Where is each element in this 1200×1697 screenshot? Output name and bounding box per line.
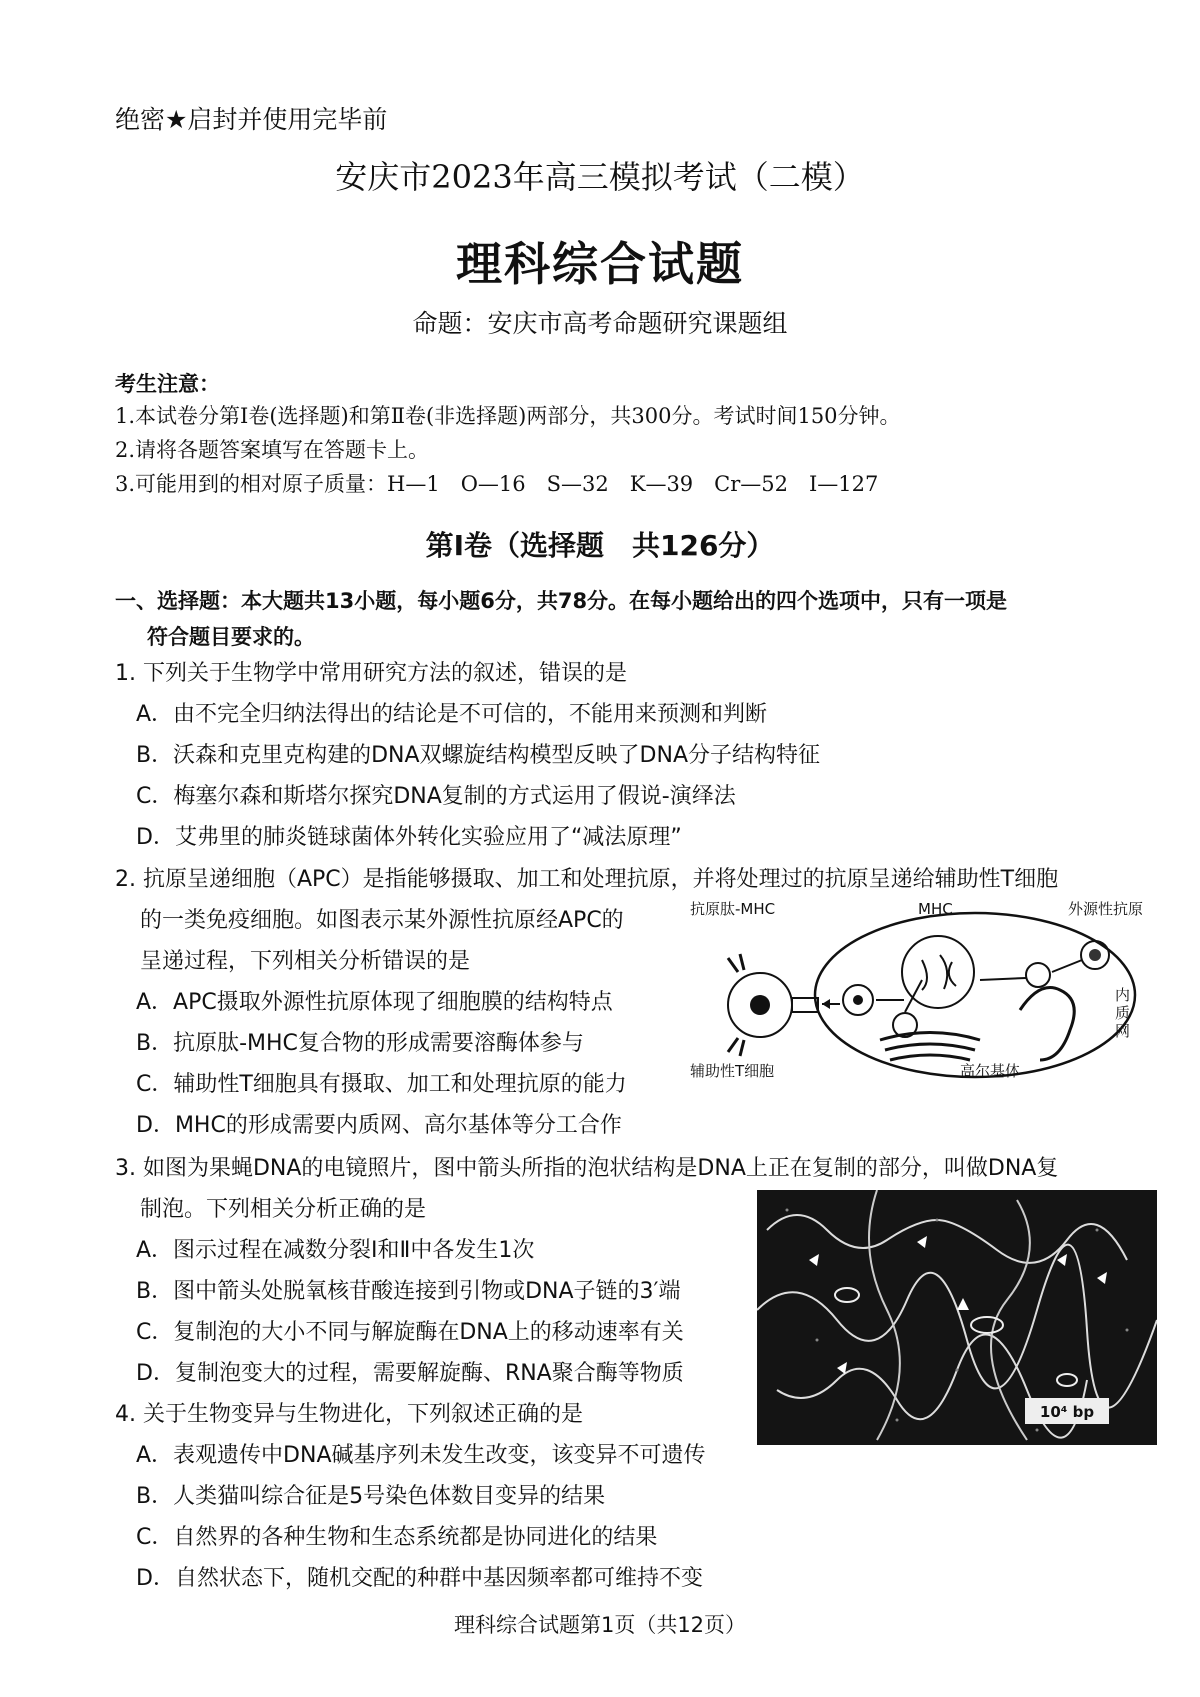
question-3-option-c: C．复制泡的大小不同与解旋酶在DNA上的移动速率有关 (136, 1320, 684, 1345)
question-2-option-d: D．MHC的形成需要内质网、高尔基体等分工合作 (136, 1113, 622, 1138)
author-line: 命题：安庆市高考命题研究课题组 (412, 309, 788, 338)
speck (816, 1339, 819, 1342)
question-3-option-a: A．图示过程在减数分裂Ⅰ和Ⅱ中各发生1次 (136, 1238, 535, 1263)
label-er-1: 内 (1115, 986, 1131, 1004)
question-4-option-c: C．自然界的各种生物和生态系统都是协同进化的结果 (136, 1525, 658, 1550)
question-1-option-b: B．沃森和克里克构建的DNA双螺旋结构模型反映了DNA分子结构特征 (136, 743, 820, 768)
arrow-head-1 (822, 999, 830, 1009)
part-heading-line-1: 一、选择题：本大题共13小题，每小题6分，共78分。在每小题给出的四个选项中，只有一项是 (115, 589, 1008, 613)
question-1-option-c: C．梅塞尔森和斯塔尔探究DNA复制的方式运用了假说-演绎法 (136, 784, 736, 809)
replication-bubble-2 (971, 1317, 1003, 1333)
er-membrane (1020, 988, 1074, 1061)
label-exogenous-antigen: 外源性抗原 (1068, 900, 1144, 918)
notice-item-1: 1.本试卷分第Ⅰ卷(选择题)和第Ⅱ卷(非选择题)两部分，共300分。考试时间150分钟。 (115, 404, 901, 428)
speck (1126, 1329, 1129, 1332)
confidential-notice: 绝密★启封并使用完毕前 (115, 105, 388, 134)
page-title: 理科综合试题 (456, 237, 744, 291)
golgi-arrow (905, 980, 922, 1012)
label-antigen-mhc: 抗原肽-MHC (690, 900, 776, 918)
arrow-marker (1097, 1272, 1107, 1284)
arrow-marker (917, 1236, 927, 1248)
arrow-markers (809, 1236, 1107, 1374)
endocytosis-arrows (980, 960, 1082, 980)
question-2-option-c: C．辅助性T细胞具有摄取、加工和处理抗原的能力 (136, 1072, 627, 1097)
arrow-marker (1057, 1254, 1067, 1266)
t-cell-nucleus (750, 995, 770, 1015)
question-3-option-d: D．复制泡变大的过程，需要解旋酶、RNA聚合酶等物质 (136, 1361, 684, 1386)
arrow-marker (957, 1298, 969, 1310)
transport-arrows (822, 1000, 904, 1004)
arrow-marker (809, 1254, 819, 1266)
question-3-option-b: B．图中箭头处脱氧核苷酸连接到引物或DNA子链的3′端 (136, 1279, 681, 1304)
label-mhc: MHC (918, 900, 953, 918)
speck (956, 1369, 959, 1372)
scale-bar-label: 10⁴ bp (1039, 1403, 1095, 1421)
speck (786, 1209, 789, 1212)
question-4-option-d: D．自然状态下，随机交配的种群中基因频率都可维持不变 (136, 1566, 703, 1591)
label-er-2: 质 (1115, 1004, 1131, 1022)
question-2-stem-line-1: 2. 抗原呈递细胞（APC）是指能够摄取、加工和处理抗原，并将处理过的抗原呈递给辅助性T细胞 (115, 867, 1059, 892)
replication-bubble-1 (835, 1288, 859, 1302)
page-footer: 理科综合试题第1页（共12页） (453, 1613, 747, 1637)
question-3-stem-line-2: 制泡。下列相关分析正确的是 (140, 1197, 427, 1222)
t-cell-receptors (728, 954, 744, 1056)
speck (1096, 1229, 1099, 1232)
speck (936, 1219, 939, 1222)
section-title: 第Ⅰ卷（选择题 共126分） (425, 529, 775, 562)
exogenous-antigen (1089, 949, 1101, 961)
replication-bubble-3 (1057, 1374, 1077, 1386)
question-3-stem-line-1: 3. 如图为果蝇DNA的电镜照片，图中箭头所指的泡状结构是DNA上正在复制的部分，叫做DNA复 (115, 1156, 1059, 1181)
antigen-vesicle-content (853, 995, 863, 1005)
label-helper-t-cell: 辅助性T细胞 (690, 1062, 775, 1080)
question-1-option-a: A．由不完全归纳法得出的结论是不可信的，不能用来预测和判断 (136, 702, 768, 727)
question-1-option-d: D．艾弗里的肺炎链球菌体外转化实验应用了“减法原理” (136, 825, 682, 850)
speck (896, 1419, 899, 1422)
apc-cell-outline (815, 913, 1135, 1077)
dna-strand-2 (757, 1245, 1157, 1408)
question-4-stem: 4. 关于生物变异与生物进化，下列叙述正确的是 (115, 1402, 583, 1427)
apc-antigen-presentation-diagram (690, 900, 1160, 1080)
notice-item-2: 2.请将各题答案填写在答题卡上。 (115, 438, 430, 462)
question-4-option-a: A．表观遗传中DNA碱基序列未发生改变，该变异不可遗传 (136, 1443, 706, 1468)
question-2-stem-line-2: 的一类免疫细胞。如图表示某外源性抗原经APC的 (140, 908, 624, 933)
question-2-option-a: A．APC摄取外源性抗原体现了细胞膜的结构特点 (136, 990, 613, 1015)
label-golgi: 高尔基体 (960, 1062, 1021, 1080)
part-heading-line-2: 符合题目要求的。 (147, 625, 315, 649)
notice-heading: 考生注意： (115, 372, 220, 396)
notice-item-3: 3.可能用到的相对原子质量：H—1 O—16 S—32 K—39 Cr—52 I—127 (115, 472, 879, 496)
dna-electron-micrograph (757, 1190, 1157, 1445)
micrograph-drawing (757, 1190, 1157, 1445)
question-2-stem-line-3: 呈递过程，下列相关分析错误的是 (140, 949, 471, 974)
label-er-3: 网 (1115, 1022, 1131, 1040)
lysosome-vesicle (1026, 963, 1050, 987)
question-1-stem: 1. 下列关于生物学中常用研究方法的叙述，错误的是 (115, 661, 627, 686)
dna-strand-5 (991, 1200, 1030, 1440)
dna-strand-1 (767, 1215, 1127, 1263)
speck (1036, 1429, 1039, 1432)
exam-title: 安庆市2023年高三模拟考试（二模） (335, 158, 865, 196)
part-heading (115, 583, 1115, 655)
mhc-molecules (922, 955, 956, 990)
question-4-option-b: B．人类猫叫综合征是5号染色体数目变异的结果 (136, 1484, 606, 1509)
question-2-option-b: B．抗原肽-MHC复合物的形成需要溶酶体参与 (136, 1031, 584, 1056)
dna-strand-4 (869, 1190, 900, 1440)
golgi-apparatus (880, 1033, 980, 1061)
